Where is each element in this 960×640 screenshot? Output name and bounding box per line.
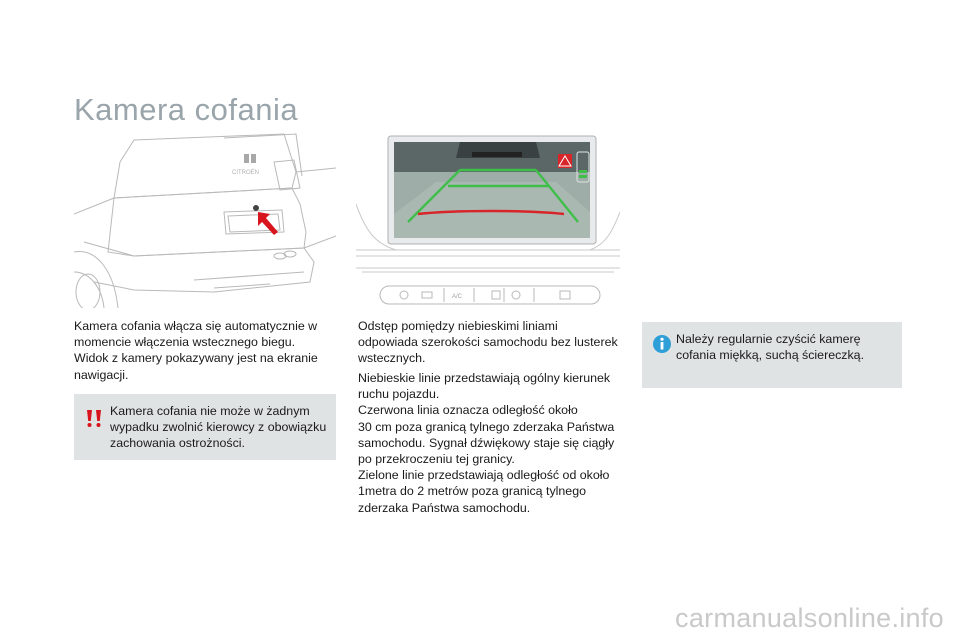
text-line: po przekroczeniu tej granicy. [358, 452, 515, 467]
text-line: nawigacji. [74, 367, 129, 382]
page-title: Kamera cofania [74, 92, 299, 127]
camera-location-arrow-icon [258, 212, 278, 235]
info-icon [652, 334, 672, 354]
text-line: Należy regularnie czyścić kamerę [676, 332, 861, 346]
text-line: wstecznych. [358, 351, 426, 366]
text-line: zderzaka Państwa samochodu. [358, 500, 531, 515]
intro-paragraph [74, 318, 336, 383]
text-line: cofania miękką, suchą ściereczką. [676, 348, 865, 363]
text-line: ruchu pojazdu. [358, 387, 440, 402]
text-line: Kamera cofania włącza się automatycznie w [74, 319, 318, 333]
text-line: Kamera cofania nie może w żadnym [110, 404, 310, 418]
warning-box [74, 394, 336, 460]
warning-text [110, 403, 326, 452]
text-line: Odstęp pomiędzy niebieskimi liniami [358, 319, 558, 333]
text-line: samochodu. Sygnał dźwiękowy staje się ciągły [358, 435, 615, 450]
guide-width-paragraph [358, 318, 622, 367]
text-line: momencie włączenia wstecznego biegu. [74, 335, 296, 350]
text-line: odpowiada szerokości samochodu bez lusterek [358, 335, 618, 350]
text-line: 1metra do 2 metrów poza granicą tylnego [358, 484, 586, 499]
rear-camera-screen-illustration [356, 132, 620, 308]
ac-button-label: A/C [452, 294, 463, 300]
text-line: wypadku zwolnić kierowcy z obowiązku [110, 420, 327, 435]
text-line: Widok z kamery pokazywany jest na ekranie [74, 351, 318, 366]
info-text [676, 331, 864, 363]
text-line: Czerwona linia oznacza odległość około [358, 403, 578, 418]
car-rear-illustration [74, 132, 336, 308]
text-line: zachowania ostrożności. [110, 436, 245, 451]
warning-triangle-icon [558, 154, 572, 168]
text-line: Niebieskie linie przedstawiają ogólny kierunek [358, 371, 611, 385]
svg-text:CITROËN: CITROËN [232, 170, 259, 176]
text-line: 30 cm poza granicą tylnego zderzaka Państwa [358, 419, 615, 434]
guide-lines-paragraph [358, 370, 622, 516]
text-line: Zielone linie przedstawiają odległość od około [358, 468, 610, 483]
warning-exclamation-icon [84, 407, 104, 429]
watermark: carmanualsonline.info [675, 603, 944, 633]
info-box [642, 322, 902, 388]
